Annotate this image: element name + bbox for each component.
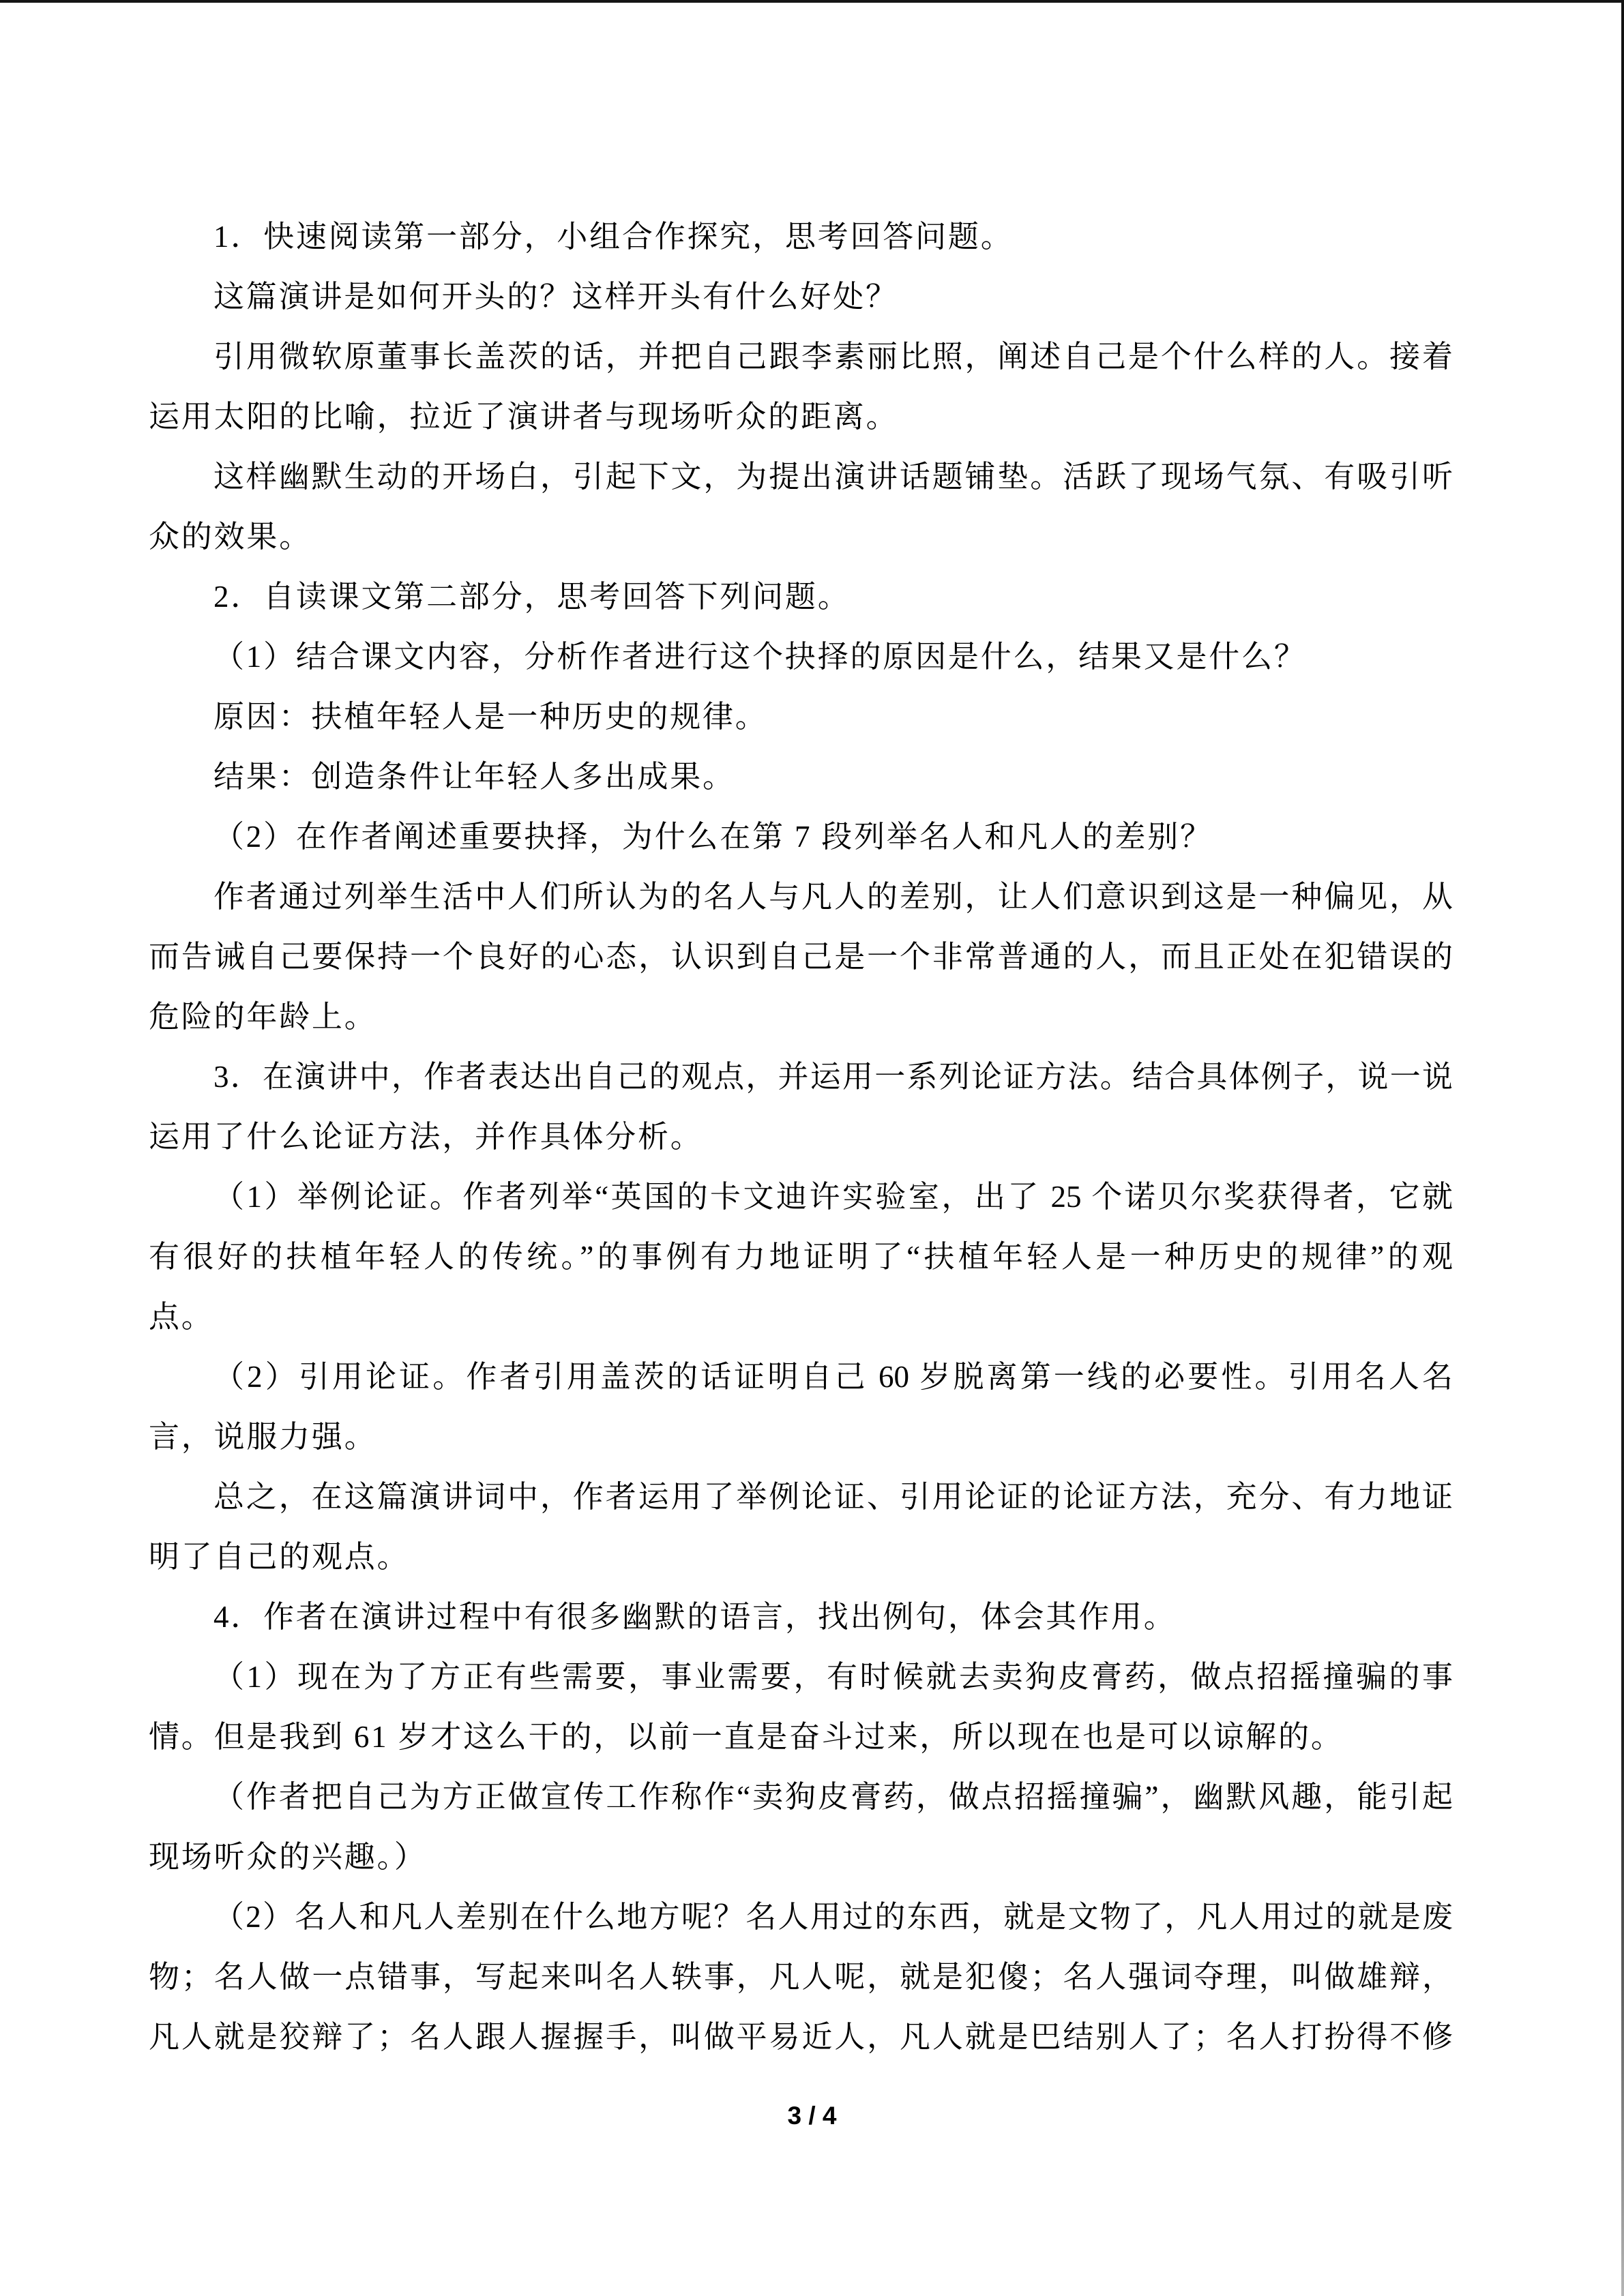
text-line: 1．快速阅读第一部分，小组合作探究，思考回答问题。	[213, 220, 1014, 254]
text-line: 这样幽默生动的开场白，引起下文，为提出演讲话题铺垫。活跃了现场气氛、有吸引听	[213, 460, 1453, 494]
text-line: 现场听众的兴趣。）	[149, 1840, 427, 1874]
text-line: 言，说服力强。	[149, 1420, 377, 1454]
text-line: 众的效果。	[149, 520, 312, 554]
page-top-edge	[0, 0, 1624, 3]
text-line: （作者把自己为方正做宣传工作称作“卖狗皮膏药，做点招摇撞骗”，幽默风趣，能引起	[213, 1780, 1453, 1814]
text-line: （1）举例论证。作者列举“英国的卡文迪许实验室，出了 25 个诺贝尔奖获得者，它就	[213, 1180, 1453, 1214]
text-line: 原因：扶植年轻人是一种历史的规律。	[213, 700, 768, 734]
text-line: 引用微软原董事长盖茨的话，并把自己跟李素丽比照，阐述自己是个什么样的人。接着	[213, 340, 1453, 374]
text-line: 情。但是我到 61 岁才这么干的，以前一直是奋斗过来，所以现在也是可以谅解的。	[149, 1720, 1344, 1754]
text-line: 点。	[149, 1300, 214, 1334]
page-number: 3 / 4	[787, 2102, 837, 2130]
text-line: 3．在演讲中，作者表达出自己的观点，并运用一系列论证方法。结合具体例子，说一说	[213, 1060, 1453, 1094]
text-line: 作者通过列举生活中人们所认为的名人与凡人的差别，让人们意识到这是一种偏见，从	[213, 880, 1453, 914]
text-line: 4．作者在演讲过程中有很多幽默的语言，找出例句，体会其作用。	[213, 1600, 1177, 1634]
text-line: 这篇演讲是如何开头的？这样开头有什么好处？	[213, 280, 898, 314]
text-line: （2）名人和凡人差别在什么地方呢？名人用过的东西，就是文物了，凡人用过的就是废	[213, 1900, 1453, 1934]
page-right-edge	[1621, 0, 1624, 2296]
text-line: 有很好的扶植年轻人的传统。”的事例有力地证明了“扶植年轻人是一种历史的规律”的观	[149, 1240, 1453, 1274]
document-body	[149, 207, 1453, 2067]
text-line: 凡人就是狡辩了；名人跟人握握手，叫做平易近人，凡人就是巴结别人了；名人打扮得不修	[149, 2020, 1453, 2054]
text-line: （2）在作者阐述重要抉择，为什么在第 7 段列举名人和凡人的差别？	[213, 820, 1213, 854]
text-line: （1）结合课文内容，分析作者进行这个抉择的原因是什么，结果又是什么？	[213, 640, 1307, 674]
text-line: 运用了什么论证方法，并作具体分析。	[149, 1120, 703, 1154]
text-line: 2．自读课文第二部分，思考回答下列问题。	[213, 580, 851, 614]
text-line: 物；名人做一点错事，写起来叫名人轶事，凡人呢，就是犯傻；名人强词夺理，叫做雄辩，	[149, 1960, 1453, 1994]
text-line: （2）引用论证。作者引用盖茨的话证明自己 60 岁脱离第一线的必要性。引用名人名	[213, 1360, 1453, 1394]
text-line: 结果：创造条件让年轻人多出成果。	[213, 760, 735, 794]
text-line: 危险的年龄上。	[149, 1000, 377, 1034]
text-line: 总之，在这篇演讲词中，作者运用了举例论证、引用论证的论证方法，充分、有力地证	[213, 1480, 1453, 1514]
text-line: 明了自己的观点。	[149, 1540, 410, 1574]
text-line: 而告诫自己要保持一个良好的心态，认识到自己是一个非常普通的人，而且正处在犯错误的	[149, 940, 1453, 974]
text-line: 运用太阳的比喻，拉近了演讲者与现场听众的距离。	[149, 400, 899, 434]
text-line: （1）现在为了方正有些需要，事业需要，有时候就去卖狗皮膏药，做点招摇撞骗的事	[213, 1660, 1453, 1694]
